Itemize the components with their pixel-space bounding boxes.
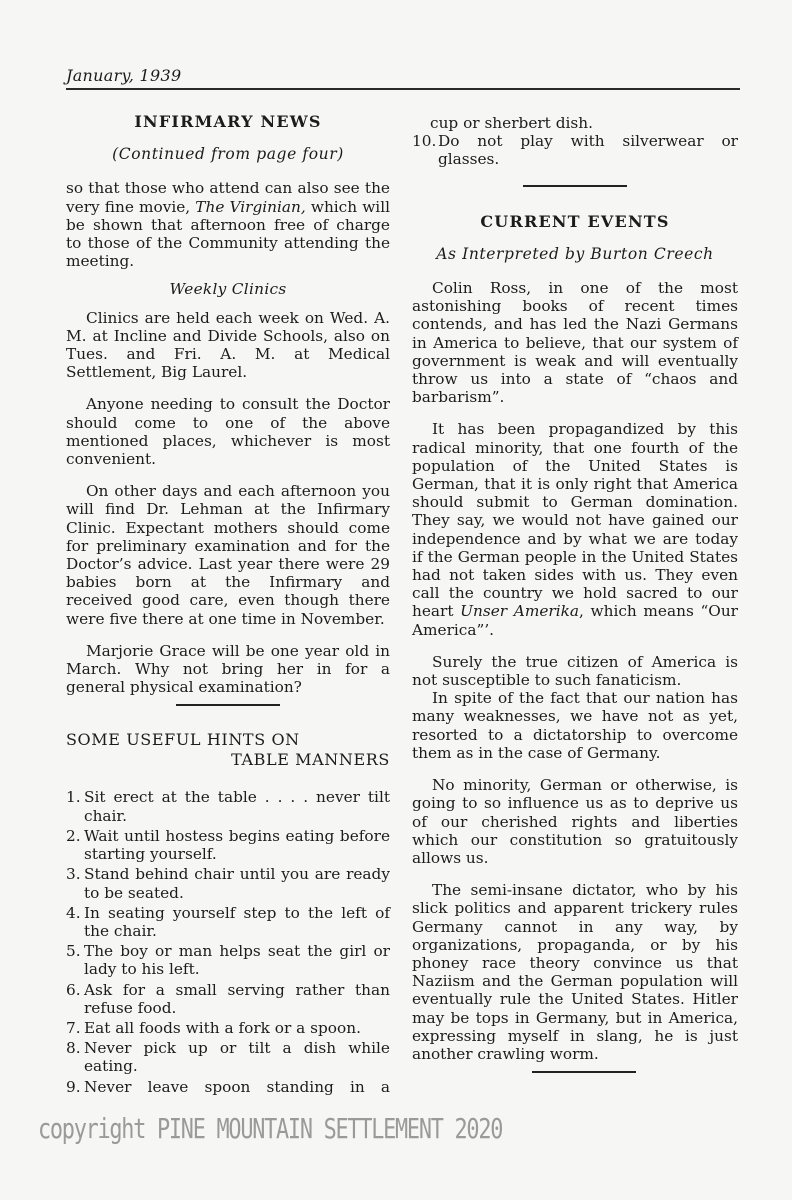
copyright-watermark: copyright PINE MOUNTAIN SETTLEMENT 2020 — [38, 1112, 503, 1145]
left-column — [66, 100, 390, 1096]
current-events-paragraph-1: Colin Ross, in one of the most astonishing books of recent times contends, and has led the Nazi Germans in America to believe, that our system of government is weak and will eventually throw us into a state of “chaos and barbarism”. — [412, 279, 738, 407]
current-events-title: CURRENT EVENTS — [480, 211, 670, 231]
table-manners-title: SOME USEFUL HINTS ON TABLE MANNERS — [66, 730, 390, 770]
section-divider — [176, 704, 280, 706]
current-events-paragraph-2: It has been propagandized by this radical minority, that one fourth of the population of the United States is German, that it is only right that America should submit to German domination. They say, we would not have gained our independence and by what we are today if the German people in the United States had not taken sides with us. They even call the country we hold sacred to our heart Unser Amerika, which means “Our America”’. — [412, 420, 738, 639]
list-item: 4. In seating yourself step to the left of the chair. — [66, 903, 390, 940]
infirmary-news-title: INFIRMARY NEWS — [134, 112, 322, 131]
infirmary-paragraph-3: Anyone needing to consult the Doctor should come to one of the above mentioned places, whichever is most convenient. — [66, 395, 390, 469]
current-events-paragraph-3: Surely the true citizen of America is not susceptible to such fanaticism. — [412, 652, 738, 690]
current-events-paragraph-6: The semi-insane dictator, who by his slick politics and apparent trickery rules Germany cannot in any way, by organizations, propaganda, or by his phoney race theory convince us that Naziism and the German population will eventually rule the United States. Hitler may be tops in Germany, but in America, expressing myself in slang, he is just another crawling worm. — [412, 881, 738, 1063]
header-rule — [66, 88, 740, 90]
list-item: 3. Stand behind chair until you are ready to be seated. — [66, 865, 390, 902]
section-divider — [532, 1071, 636, 1073]
unser-amerika: Unser Amerika — [460, 602, 579, 621]
section-divider — [523, 185, 627, 187]
list-item: 8. Never pick up or tilt a dish while eating. — [66, 1039, 390, 1076]
current-events-byline: As Interpreted by Burton Creech — [436, 244, 714, 263]
list-item: 10. Do not play with silverwear or glasses. — [412, 132, 738, 169]
weekly-clinics-heading: Weekly Clinics — [169, 280, 287, 299]
table-manners-list — [66, 788, 390, 1095]
infirmary-paragraph-2: Clinics are held each week on Wed. A. M. at Incline and Divide Schools, also on Tues. and Fri. A. M. at Medical Settlement, Big Laurel. — [66, 308, 390, 382]
list-item: 7. Eat all foods with a fork or a spoon. — [66, 1018, 361, 1037]
current-events-paragraph-4: In spite of the fact that our nation has many weaknesses, we have not as yet, resorted to a dictatorship to overcome them as in the case of Germany. — [412, 689, 738, 762]
list-item: 1. Sit erect at the table . . . . never tilt chair. — [66, 788, 390, 825]
list-item: 5. The boy or man helps seat the girl or lady to his left. — [66, 942, 390, 979]
list-item: 6. Ask for a small serving rather than refuse food. — [66, 980, 390, 1017]
hint-9-continued: cup or sherbert dish. — [430, 114, 593, 132]
infirmary-paragraph-1: so that those who attend can also see the very fine movie, The Virginian, which will be shown that afternoon free of charge to those of the Community attending the meeting. — [66, 179, 390, 271]
current-events-paragraph-5: No minority, German or otherwise, is going to so influence us as to deprive us of our cherished rights and liberties which our constitution so gratuitously allows us. — [412, 776, 738, 867]
continued-note: (Continued from page four) — [112, 145, 344, 164]
right-column — [412, 100, 738, 1073]
running-head-date: January, 1939 — [66, 66, 182, 85]
infirmary-paragraph-4: On other days and each afternoon you will find Dr. Lehman at the Infirmary Clinic. Expectant mothers should come for preliminary examination and for the Doctor’s advice. Last year there were 29 babies born at the Infirmary and received good care, even though there were five there at one time in November. — [66, 482, 390, 628]
infirmary-paragraph-5: Marjorie Grace will be one year old in March. Why not bring her in for a general physical examination? — [66, 641, 390, 697]
movie-title: The Virginian, — [195, 197, 306, 216]
list-item: 2. Wait until hostess begins eating before starting yourself. — [66, 826, 390, 864]
list-item: 9. Never leave spoon standing in a — [66, 1077, 390, 1096]
